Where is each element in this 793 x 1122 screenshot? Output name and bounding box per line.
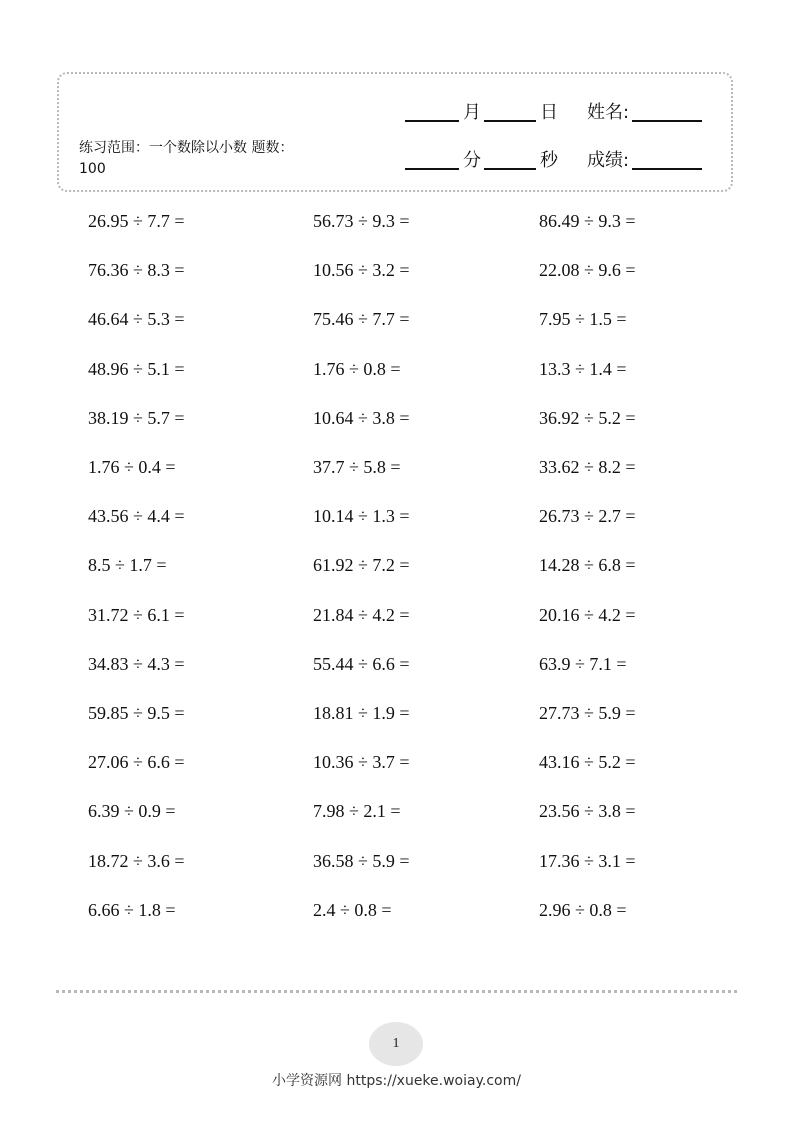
problem-item: 7.95 ÷ 1.5 = (539, 309, 627, 330)
problem-item: 7.98 ÷ 2.1 = (313, 801, 401, 822)
problem-item: 21.84 ÷ 4.2 = (313, 604, 410, 625)
problem-item: 26.73 ÷ 2.7 = (539, 506, 636, 527)
problem-item: 36.58 ÷ 5.9 = (313, 850, 410, 871)
problem-item: 38.19 ÷ 5.7 = (88, 407, 185, 428)
page-number: 1 (369, 1022, 423, 1066)
header-box (57, 72, 733, 192)
problem-item: 76.36 ÷ 8.3 = (88, 260, 185, 281)
problem-item: 43.56 ÷ 4.4 = (88, 506, 185, 527)
problem-item: 27.73 ÷ 5.9 = (539, 703, 636, 723)
problem-item: 61.92 ÷ 7.2 = (313, 555, 410, 576)
problem-item: 37.7 ÷ 5.8 = (313, 457, 401, 477)
name-label: 姓名: (587, 102, 630, 123)
problem-item: 56.73 ÷ 9.3 = (313, 211, 410, 231)
problem-item: 14.28 ÷ 6.8 = (539, 555, 636, 576)
problem-item: 59.85 ÷ 9.5 = (88, 703, 185, 723)
problem-item: 33.62 ÷ 8.2 = (539, 457, 636, 477)
problem-item: 55.44 ÷ 6.6 = (313, 653, 410, 674)
problem-item: 18.81 ÷ 1.9 = (313, 703, 410, 723)
time-score-row (405, 144, 702, 174)
problem-item: 6.39 ÷ 0.9 = (88, 801, 176, 822)
date-name-row (405, 96, 702, 126)
problem-item: 31.72 ÷ 6.1 = (88, 604, 185, 625)
problem-item: 10.36 ÷ 3.7 = (313, 752, 410, 773)
month-blank[interactable] (405, 98, 459, 122)
problem-item: 18.72 ÷ 3.6 = (88, 850, 185, 871)
problem-item: 63.9 ÷ 7.1 = (539, 653, 627, 674)
problem-item: 8.5 ÷ 1.7 = (88, 555, 167, 576)
problem-item: 2.96 ÷ 0.8 = (539, 899, 627, 920)
practice-range: 练习范围：一个数除以小数 题数：100 (79, 140, 294, 177)
problem-item: 43.16 ÷ 5.2 = (539, 752, 636, 773)
problem-item: 23.56 ÷ 3.8 = (539, 801, 636, 822)
score-blank[interactable] (632, 146, 702, 170)
problem-item: 6.66 ÷ 1.8 = (88, 899, 176, 920)
second-blank[interactable] (484, 146, 536, 170)
problem-item: 75.46 ÷ 7.7 = (313, 309, 410, 330)
problem-item: 86.49 ÷ 9.3 = (539, 211, 636, 231)
problem-item: 27.06 ÷ 6.6 = (88, 752, 185, 773)
problem-item: 46.64 ÷ 5.3 = (88, 309, 185, 330)
minute-blank[interactable] (405, 146, 459, 170)
day-blank[interactable] (484, 98, 536, 122)
problem-item: 26.95 ÷ 7.7 = (88, 211, 185, 231)
problem-item: 17.36 ÷ 3.1 = (539, 850, 636, 871)
problem-item: 1.76 ÷ 0.8 = (313, 358, 401, 379)
score-label: 成绩: (587, 150, 630, 171)
problem-item: 1.76 ÷ 0.4 = (88, 457, 176, 477)
problem-item: 10.56 ÷ 3.2 = (313, 260, 410, 281)
problem-item: 20.16 ÷ 4.2 = (539, 604, 636, 625)
problem-item: 13.3 ÷ 1.4 = (539, 358, 627, 379)
day-label: 日 (540, 102, 558, 123)
name-blank[interactable] (632, 98, 702, 122)
problem-item: 48.96 ÷ 5.1 = (88, 358, 185, 379)
minute-label: 分 (463, 150, 481, 171)
problem-item: 10.14 ÷ 1.3 = (313, 506, 410, 527)
problem-item: 34.83 ÷ 4.3 = (88, 653, 185, 674)
problem-item: 10.64 ÷ 3.8 = (313, 407, 410, 428)
footer-source: 小学资源网 https://xueke.woiay.com/ (272, 1073, 521, 1089)
problem-item: 2.4 ÷ 0.8 = (313, 899, 392, 920)
second-label: 秒 (540, 150, 558, 171)
bottom-divider (56, 990, 737, 993)
problem-item: 36.92 ÷ 5.2 = (539, 407, 636, 428)
month-label: 月 (463, 102, 481, 123)
problem-item: 22.08 ÷ 9.6 = (539, 260, 636, 281)
